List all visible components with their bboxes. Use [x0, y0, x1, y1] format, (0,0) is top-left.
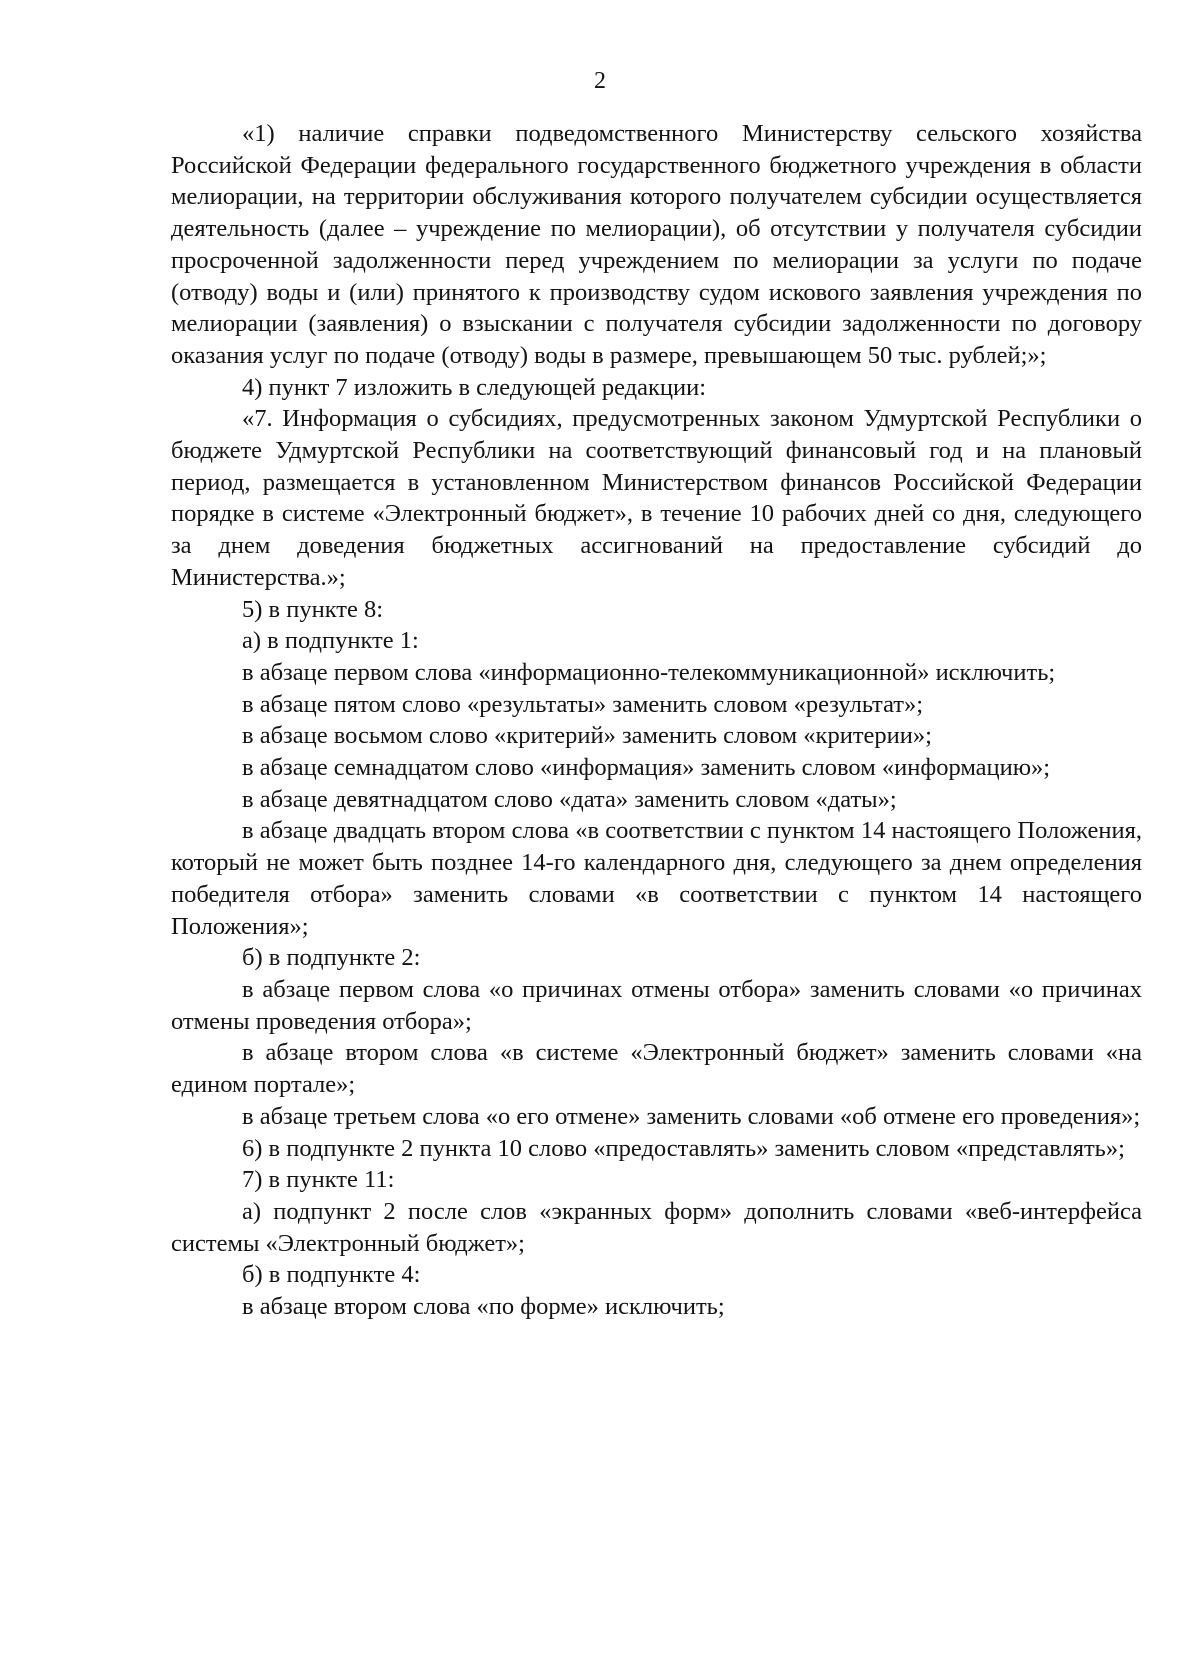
paragraph-3: «7. Информация о субсидиях, предусмотренных законом Удмуртской Республики о бюджете Удмуртской Республики на соответствующий финансовый год и на плановый период, размещается в установленном Министерством финансов Российской Федерации порядке в системе «Электронный бюджет», в течение 10 рабочих дней со дня, следующего за днем доведения бюджетных ассигнований на предоставление субсидий до Министерства.»;	[171, 405, 1142, 591]
paragraph-9: в абзаце семнадцатом слово «информация» заменить словом «информацию»;	[242, 754, 1051, 782]
paragraph-8: в абзаце восьмом слово «критерий» заменить словом «критерии»;	[242, 722, 932, 750]
paragraph-13: в абзаце первом слова «о причинах отмены отбора» заменить словами «о причинах отмены проведения отбора»;	[171, 975, 1142, 1035]
paragraph-11: в абзаце двадцать втором слова «в соответствии с пунктом 14 настоящего Положения, который не может быть позднее 14-го календарного дня, следующего за днем определения победителя отбора» заменить словами «в соответствии с пунктом 14 настоящего Положения»;	[171, 817, 1142, 940]
paragraph-15: в абзаце третьем слова «о его отмене» заменить словами «об отмене его проведения»;	[242, 1102, 1141, 1130]
page-number: 2	[594, 68, 606, 94]
paragraph-5: а) в подпункте 1:	[242, 627, 419, 655]
paragraph-12: б) в подпункте 2:	[242, 944, 421, 972]
paragraph-20: в абзаце втором слова «по форме» исключить;	[242, 1293, 725, 1321]
paragraph-17: 7) в пункте 11:	[242, 1166, 395, 1194]
paragraph-7: в абзаце пятом слово «результаты» заменить словом «результат»;	[242, 690, 924, 718]
paragraph-18: а) подпункт 2 после слов «экранных форм» дополнить словами «веб-интерфейса системы «Электронный бюджет»;	[171, 1197, 1142, 1257]
paragraph-10: в абзаце девятнадцатом слово «дата» заменить словом «даты»;	[242, 785, 897, 813]
paragraph-6: в абзаце первом слова «информационно-телекоммуникационной» исключить;	[242, 658, 1056, 686]
document-body	[171, 118, 1142, 1323]
paragraph-4: 5) в пункте 8:	[242, 595, 384, 623]
paragraph-14: в абзаце втором слова «в системе «Электронный бюджет» заменить словами «на едином портале»;	[171, 1039, 1142, 1099]
paragraph-19: б) в подпункте 4:	[242, 1261, 421, 1289]
paragraph-1: «1) наличие справки подведомственного Министерству сельского хозяйства Российской Федерации федерального государственного бюджетного учреждения в области мелиорации, на территории обслуживания которого получателем субсидии осуществляется деятельность (далее – учреждение по мелиорации), об отсутствии у получателя субсидии просроченной задолженности перед учреждением по мелиорации за услуги по подаче (отводу) воды и (или) принятого к производству судом искового заявления учреждения по мелиорации (заявления) о взыскании с получателя субсидии задолженности по договору оказания услуг по подаче (отводу) воды в размере, превышающем 50 тыс. рублей;»;	[171, 120, 1142, 369]
paragraph-16: 6) в подпункте 2 пункта 10 слово «предоставлять» заменить словом «представлять»;	[242, 1134, 1125, 1162]
paragraph-2: 4) пункт 7 изложить в следующей редакции:	[242, 373, 707, 401]
